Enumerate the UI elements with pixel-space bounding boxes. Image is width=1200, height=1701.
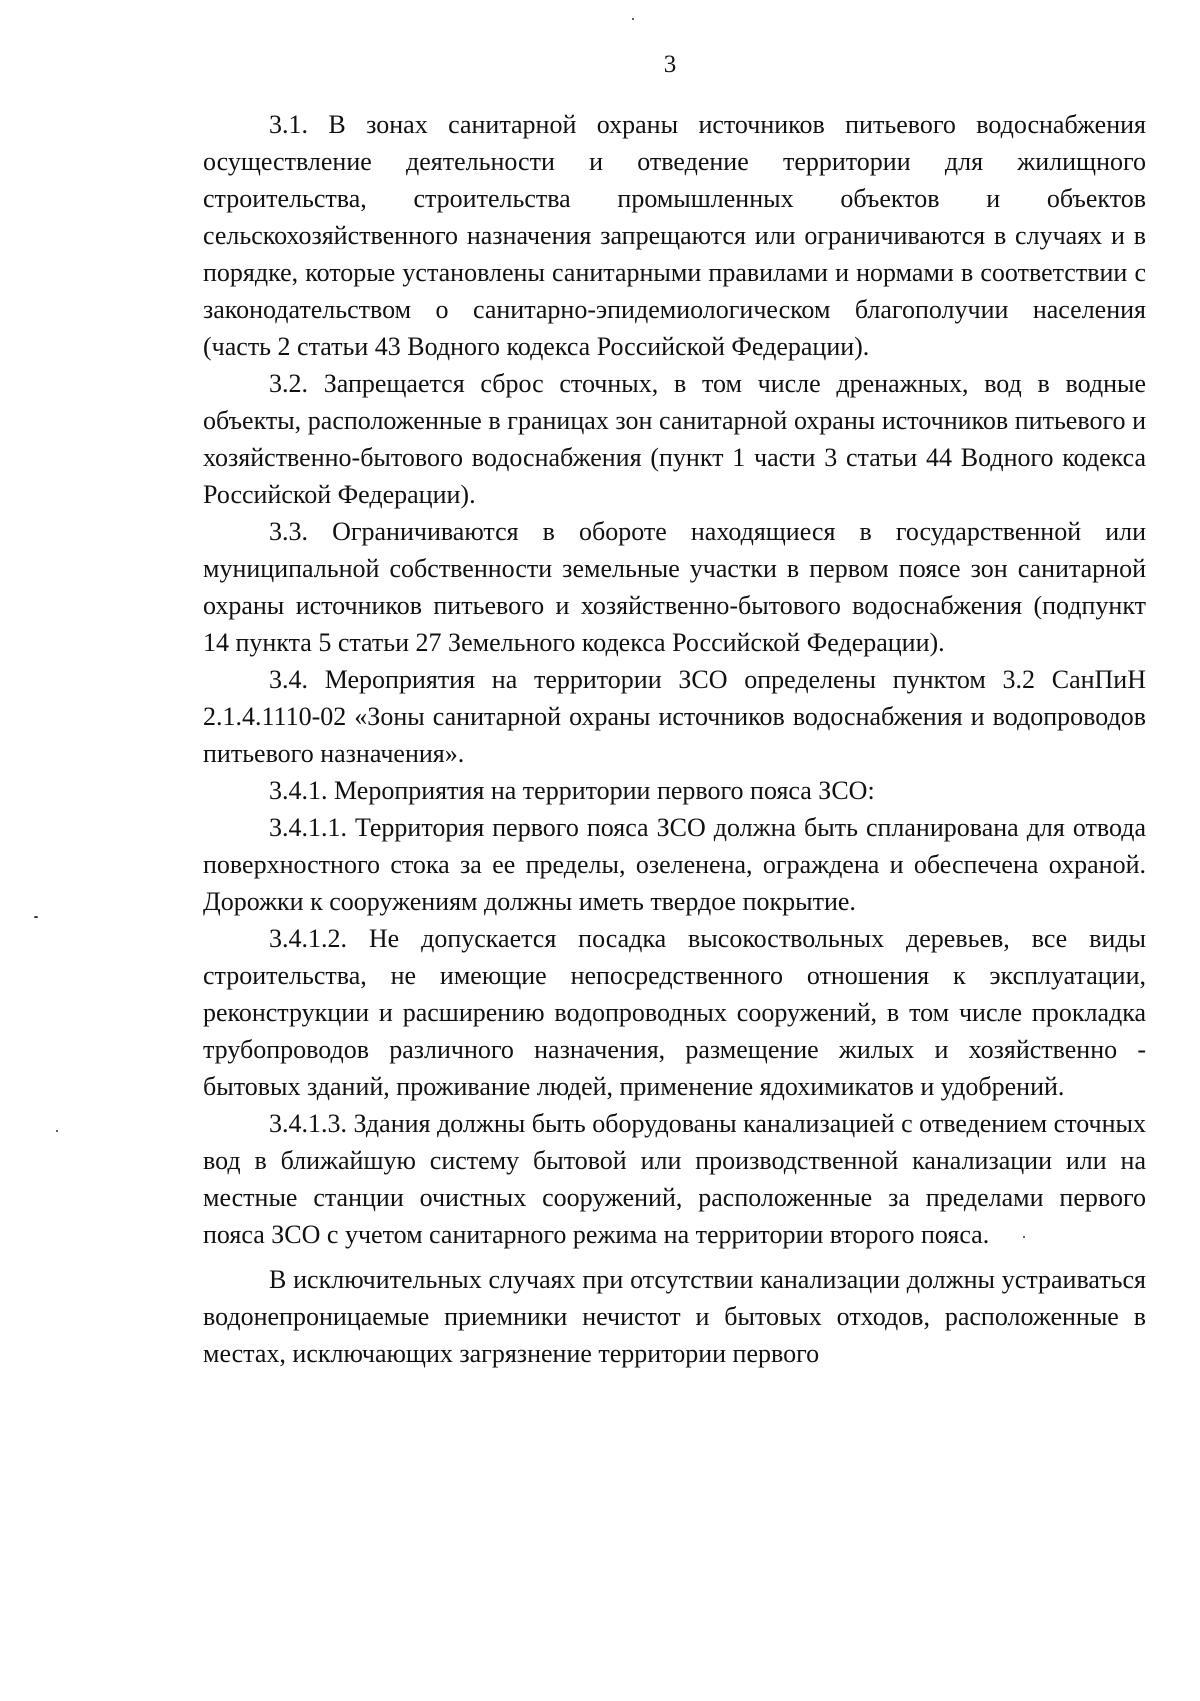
paragraph-3-4: 3.4. Мероприятия на территории ЗСО определены пунктом 3.2 СанПиН 2.1.4.1110-02 «Зоны санитарной охраны источников водоснабжения и водопроводов питьевого назначения». (203, 665, 1146, 768)
document-body (203, 106, 1146, 1372)
paragraph-3-4-1-2: 3.4.1.2. Не допускается посадка высокоствольных деревьев, все виды строительства, не имеющие непосредственного отношения к эксплуатации, реконструкции и расширению водопроводных сооружений, в том числе прокладка трубопроводов различного назначения, размещение жилых и хозяйственно - бытовых зданий, проживание людей, применение ядохимикатов и удобрений. (203, 924, 1146, 1101)
scan-speck (1023, 1236, 1025, 1238)
paragraph-3-4-1: 3.4.1. Мероприятия на территории первого пояса ЗСО: (269, 776, 875, 805)
paragraph-3-2: 3.2. Запрещается сброс сточных, в том числе дренажных, вод в водные объекты, расположенные в границах зон санитарной охраны источников питьевого и хозяйственно-бытового водоснабжения (пункт 1 части 3 статьи 44 Водного кодекса Российской Федерации). (203, 369, 1146, 509)
scan-speck (56, 1130, 58, 1132)
page-number: 3 (663, 51, 677, 78)
scan-speck (632, 18, 634, 20)
scan-speck (34, 916, 38, 918)
paragraph-3-1: 3.1. В зонах санитарной охраны источников питьевого водоснабжения осуществление деятельности и отведение территории для жилищного строительства, строительства промышленных объектов и объектов сельскохозяйственного назначения запрещаются или ограничиваются в случаях и в порядке, которые установлены санитарными правилами и нормами в соответствии с законодательством о санитарно-эпидемиологическом благополучии населения (часть 2 статьи 43 Водного кодекса Российской Федерации). (203, 110, 1146, 361)
paragraph-exceptional-cases: В исключительных случаях при отсутствии канализации должны устраиваться водонепроницаемые приемники нечистот и бытовых отходов, расположенные в местах, исключающих загрязнение территории первого (203, 1265, 1146, 1368)
paragraph-3-4-1-1: 3.4.1.1. Территория первого пояса ЗСО должна быть спланирована для отвода поверхностного стока за ее пределы, озеленена, ограждена и обеспечена охраной. Дорожки к сооружениям должны иметь твердое покрытие. (203, 813, 1146, 916)
paragraph-3-4-1-3: 3.4.1.3. Здания должны быть оборудованы канализацией с отведением сточных вод в ближайшую систему бытовой или производственной канализации или на местные станции очистных сооружений, расположенные за пределами первого пояса ЗСО с учетом санитарного режима на территории второго пояса. (203, 1109, 1146, 1249)
paragraph-3-3: 3.3. Ограничиваются в обороте находящиеся в государственной или муниципальной собственности земельные участки в первом поясе зон санитарной охраны источников питьевого и хозяйственно-бытового водоснабжения (подпункт 14 пункта 5 статьи 27 Земельного кодекса Российской Федерации). (203, 517, 1146, 657)
